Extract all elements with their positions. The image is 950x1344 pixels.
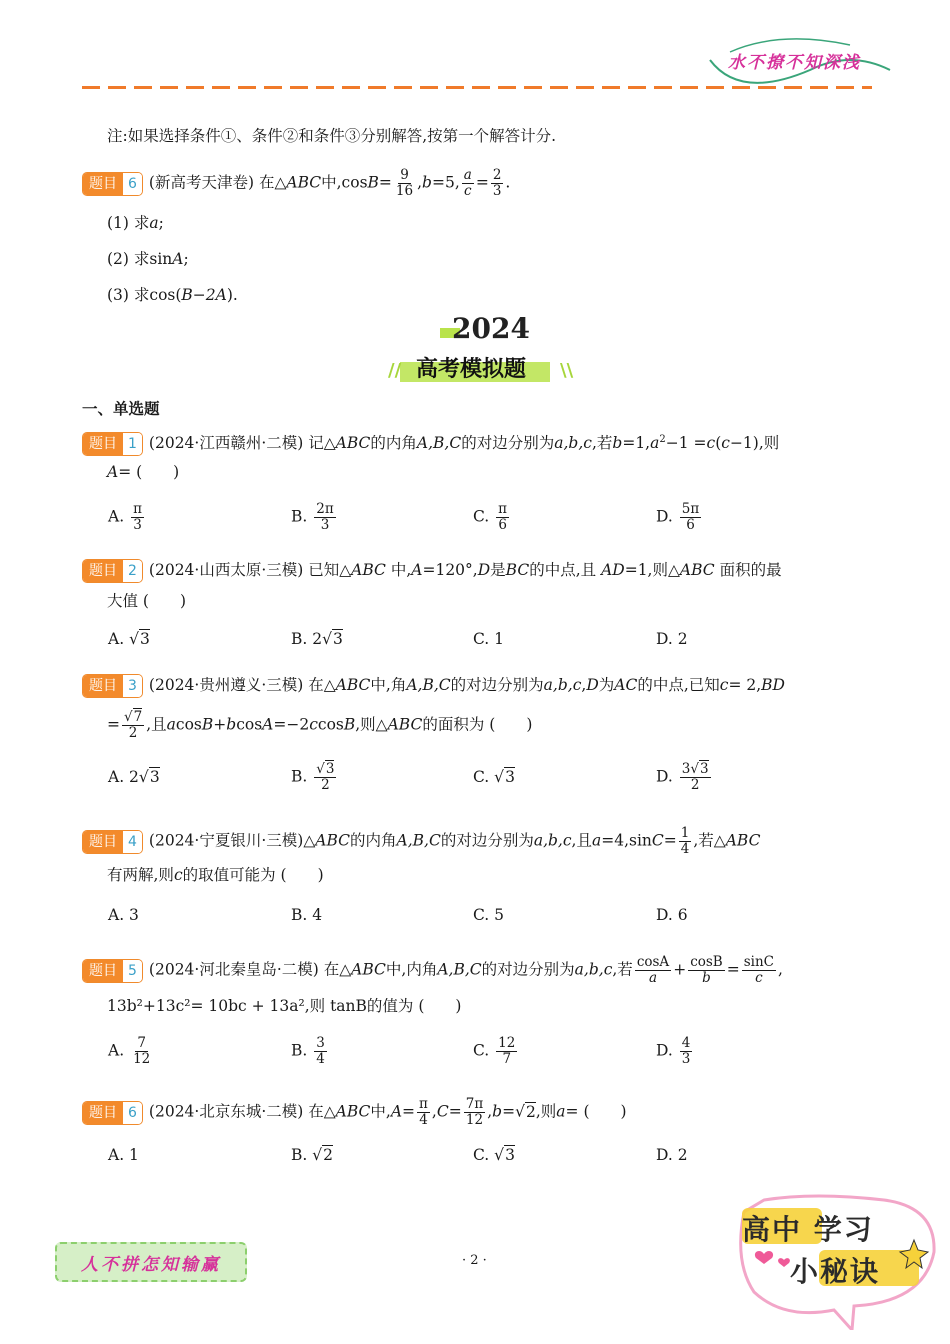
problem-5-option-c[interactable]: C. $\frac{12}{7}$	[473, 1035, 516, 1067]
problem-1-option-b[interactable]: B. $\frac{2\pi}{3}$	[291, 501, 334, 533]
footer-motto-box: 人不拼怎知输赢	[55, 1242, 247, 1282]
problem-5-line2: 13b²+13c²= 10bc + 13a²,则 tanB的值为 ( )	[107, 997, 462, 1015]
top-problem-q1: (1) 求a;	[107, 214, 164, 232]
problem-badge: 题目 4	[82, 830, 143, 854]
problem-6-option-b[interactable]: B. √2	[291, 1146, 334, 1164]
problem-badge: 题目 3	[82, 674, 143, 698]
problem-4-option-a[interactable]: A. 3	[108, 906, 139, 924]
problem-badge: 题目 6	[82, 172, 143, 196]
problem-2-line1: 题目 2 (2024·山西太原·三模) 已知△ABC 中,A=120°,D是BC的中点,且 AD=1,则△ABC 面积的最	[82, 559, 782, 583]
problem-4-line2: 有两解,则c的取值可能为 ( )	[107, 866, 324, 884]
problem-3-option-d[interactable]: D. $\frac{3√3}{2}$	[656, 761, 709, 793]
problem-6-line1: 题目 6 (2024·北京东城·二模) 在△ABC中,A= $\frac{\pi}{4}$ ,C= $\frac{7\pi}{12}$ ,b=√2,则a= ( )	[82, 1097, 627, 1128]
problem-1-line1: 题目 1 (2024·江西赣州·二模) 记△ABC的内角A,B,C的对边分别为a,b,c,若$b=1,a^2-1 =c(c-1)$,则	[82, 429, 779, 456]
problem-badge: 题目 5	[82, 959, 143, 983]
page-number: · 2 ·	[462, 1253, 487, 1268]
problem-3-line2: = $\frac{√7}{2}$ ,且acosB+bcosA=−2ccosB,则△ABC的面积为 ( )	[107, 709, 533, 741]
top-problem-q3: (3) 求cos(B−2A).	[107, 286, 238, 304]
slash-right-decoration: \\	[560, 360, 574, 381]
problem-4-option-b[interactable]: B. 4	[291, 906, 323, 924]
header-dashed-divider	[82, 86, 872, 89]
problem-6-option-a[interactable]: A. 1	[108, 1146, 139, 1164]
study-tips-line2: 小秘诀	[790, 1255, 881, 1288]
top-problem-q2: (2) 求sinA;	[107, 250, 189, 268]
problem-2-option-c[interactable]: C. 1	[473, 630, 505, 648]
mock-title: 高考模拟题	[416, 357, 527, 382]
problem-4-option-c[interactable]: C. 5	[473, 906, 505, 924]
slash-left-decoration: //	[388, 360, 402, 381]
problem-3-option-a[interactable]: A. 2√3	[108, 768, 160, 786]
problem-6-option-c[interactable]: C. √3	[473, 1146, 515, 1164]
problem-badge: 题目 2	[82, 559, 143, 583]
problem-2-line2: 大值 ( )	[107, 592, 187, 610]
problem-5-line1: 题目 5 (2024·河北秦皇岛·二模) 在△ABC中,内角A,B,C的对边分别为a,b,c,若 $\frac{\cos A}{a}$ + $\frac{\cos B}{b}$ = $\frac{\sin C}{c}$ ,	[82, 955, 783, 986]
problem-4-line1: 题目 4 (2024·宁夏银川·三模)△ABC的内角A,B,C的对边分别为a,b,c,且a=4,sinC= $\frac{1}{4}$ ,若△ABC	[82, 826, 760, 857]
problem-badge: 题目 1	[82, 432, 143, 456]
problem-5-option-b[interactable]: B. $\frac{3}{4}$	[291, 1035, 325, 1067]
problem-3-line1: 题目 3 (2024·贵州遵义·三模) 在△ABC中,角A,B,C的对边分别为a,b,c,D为AC的中点,已知c= 2,BD	[82, 674, 785, 698]
problem-1-option-d[interactable]: D. $\frac{5\pi}{6}$	[656, 501, 700, 533]
year-title: 2024	[452, 312, 530, 345]
problem-1-option-c[interactable]: C. $\frac{\pi}{6}$	[473, 501, 508, 533]
section-heading: 一、单选题	[82, 400, 160, 418]
problem-1-option-a[interactable]: A. $\frac{\pi}{3}$	[108, 501, 142, 533]
problem-3-option-c[interactable]: C. √3	[473, 768, 515, 786]
problem-6-option-d[interactable]: D. 2	[656, 1146, 688, 1164]
problem-5-option-d[interactable]: D. $\frac{4}{3}$	[656, 1035, 691, 1067]
problem-2-option-d[interactable]: D. 2	[656, 630, 688, 648]
problem-2-option-a[interactable]: A. √3	[108, 630, 150, 648]
problem-2-option-b[interactable]: B. 2√3	[291, 630, 343, 648]
study-tips-line1: 高中 学习	[742, 1213, 874, 1246]
problem-3-option-b[interactable]: B. $\frac{√3}{2}$	[291, 761, 335, 793]
problem-5-option-a[interactable]: A. $\frac{7}{12}$	[108, 1035, 151, 1067]
top-problem-6: 题目 6 (新高考天津卷) 在△ABC中,cosB= $\frac{9}{16}$ ,b=5, $\frac{a}{c}$ = $\frac{2}{3}$ .	[82, 168, 510, 199]
problem-1-line2: A= ( )	[107, 463, 180, 481]
problem-4-option-d[interactable]: D. 6	[656, 906, 688, 924]
note-text: 注:如果选择条件①、条件②和条件③分别解答,按第一个解答计分.	[107, 127, 557, 145]
problem-badge: 题目 6	[82, 1101, 143, 1125]
header-motto: 水不撩不知深浅	[728, 53, 861, 73]
